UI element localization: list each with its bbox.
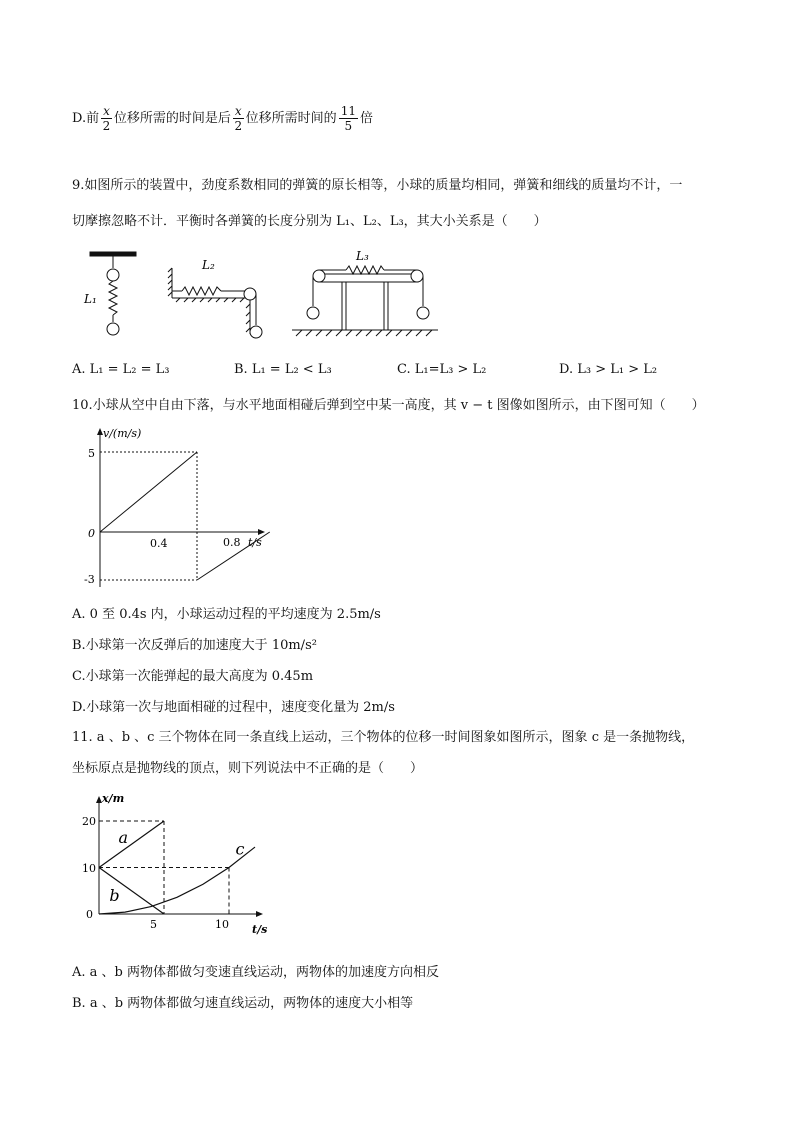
xt-xtick-10: 10	[215, 918, 229, 931]
q11-option-b: B. a 、b 两物体都做匀速直线运动，两物体的速度大小相等	[72, 996, 414, 1011]
fig1-vertical-spring	[90, 252, 136, 335]
q11-xt-chart	[82, 790, 282, 940]
fraction-11-over-5: $\frac{11}{5}$	[340, 104, 356, 133]
q9-option-d: D. L₃ > L₁ > L₂	[559, 362, 658, 377]
xt-series-a	[99, 821, 164, 868]
xt-ytick-0: 0	[86, 908, 93, 921]
label-l2: L₂	[202, 258, 215, 272]
fraction-x-over-2: $\frac{x}{2}$	[102, 104, 111, 133]
q9-stem-line2: 切摩擦忽略不计．平衡时各弹簧的长度分别为 L₁、L₂、L₃，其大小关系是（ ）	[72, 214, 547, 229]
xt-label-c: c	[235, 839, 245, 859]
vt-series-fall	[100, 452, 197, 532]
vt-x-label: t/s	[248, 536, 262, 549]
q10-option-a: A. 0 至 0.4s 内，小球运动过程的平均速度为 2.5m/s	[72, 607, 381, 622]
xt-x-arrow	[256, 911, 263, 917]
vt-ytick-neg3: -3	[84, 573, 95, 586]
q8-option-d: D.前 $\frac{x}{2}$ 位移所需的时间是后 $\frac{x}{2}$ 位移所需时间的 $\frac{11}{5}$ 倍	[72, 104, 373, 133]
q9-stem-line1: 9.如图所示的装置中，劲度系数相同的弹簧的原长相等，小球的质量均相同，弹簧和细线的质量均不计，一	[72, 178, 683, 193]
q10-option-b: B.小球第一次反弹后的加速度大于 10m/s²	[72, 638, 317, 653]
xt-x-label: t/s	[252, 923, 268, 936]
q9-option-c: C. L₁=L₃ > L₂	[397, 362, 487, 377]
vt-y-label: v/(m/s)	[103, 427, 142, 440]
q10-option-d: D.小球第一次与地面相碰的过程中，速度变化量为 2m/s	[72, 700, 395, 715]
q10-vt-chart	[80, 425, 280, 595]
xt-y-label: x/m	[102, 792, 125, 805]
q8-d-prefix: D.前	[72, 111, 100, 126]
fraction-x-over-2-second: $\frac{x}{2}$	[234, 104, 243, 133]
q11-stem-line1: 11. a 、b 、c 三个物体在同一条直线上运动，三个物体的位移一时间图象如图所示，图象 c 是一条抛物线，	[72, 730, 695, 745]
vt-xtick-0.8: 0.8	[223, 536, 241, 549]
xt-label-b: b	[109, 885, 120, 905]
q11-option-a: A. a 、b 两物体都做匀变速直线运动，两物体的加速度方向相反	[72, 965, 439, 980]
label-l3: L₃	[356, 249, 369, 263]
q10-option-c: C.小球第一次能弹起的最大高度为 0.45m	[72, 669, 314, 684]
q11-stem-line2: 坐标原点是抛物线的顶点，则下列说法中不正确的是（ ）	[72, 761, 424, 776]
xt-ytick-10: 10	[82, 862, 96, 875]
xt-ytick-20: 20	[82, 815, 96, 828]
vt-ytick-5: 5	[88, 447, 95, 460]
vt-x-arrow	[258, 529, 265, 535]
vt-xtick-0.4: 0.4	[150, 537, 168, 550]
label-l1: L₁	[84, 292, 97, 306]
q10-stem: 10.小球从空中自由下落，与水平地面相碰后弹到空中某一高度，其 v − t 图像如图所示，由下图可知（ ）	[72, 398, 705, 413]
vt-ytick-0: 0	[88, 527, 95, 540]
q9-figure	[78, 248, 448, 348]
xt-label-a: a	[118, 827, 129, 847]
q9-option-a: A. L₁ = L₂ = L₃	[72, 362, 170, 377]
fig3-table-spring	[292, 266, 438, 336]
xt-series-c	[99, 847, 255, 914]
fig2-horizontal-spring	[168, 268, 262, 338]
xt-xtick-5: 5	[150, 918, 157, 931]
q9-option-b: B. L₁ = L₂ < L₃	[234, 362, 332, 377]
